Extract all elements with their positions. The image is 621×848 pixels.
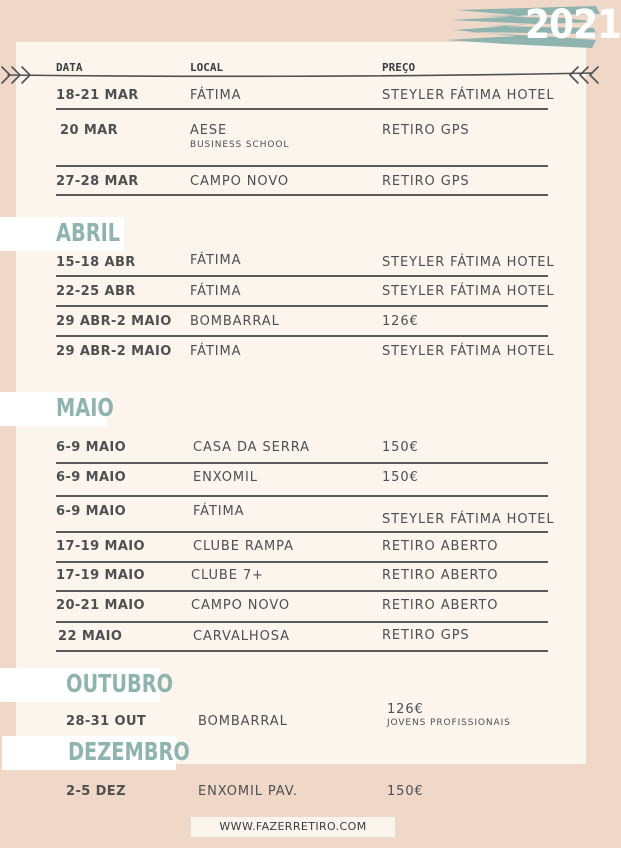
event-price: RETIRO GPS [382,123,470,138]
arrow-divider [0,64,600,86]
row-divider [56,561,548,563]
row-divider [56,305,548,307]
event-place: CLUBE RAMPA [193,539,294,554]
section-december [2,736,190,770]
event-place: FÁTIMA [190,284,242,299]
event-date: 6-9 MAIO [56,504,127,519]
event-place: CAMPO NOVO [190,174,290,189]
section-title: ABRIL [56,218,121,247]
event-price: STEYLER FÁTIMA HOTEL [382,512,555,527]
row-divider [56,462,548,464]
event-date: 15-18 ABR [56,255,136,270]
event-place: ENXOMIL [193,470,258,485]
column-header-price: PREÇO [382,61,416,74]
section-may [0,392,114,426]
event-date: 22-25 ABR [56,284,136,299]
row-divider [56,275,548,277]
event-price: RETIRO ABERTO [382,539,499,554]
event-place: AESE [190,123,228,138]
event-date: 6-9 MAIO [56,470,127,485]
row-divider [56,194,548,196]
event-place-note: BUSINESS SCHOOL [190,140,290,150]
event-price: 150€ [382,470,419,485]
row-divider [56,531,548,533]
event-date: 29 ABR-2 MAIO [56,314,172,329]
event-place: BOMBARRAL [198,714,288,729]
event-price: STEYLER FÁTIMA HOTEL [382,284,555,299]
event-date: 20-21 MAIO [56,598,145,613]
event-place: FÁTIMA [190,88,242,103]
event-price: RETIRO GPS [382,174,470,189]
section-title: DEZEMBRO [68,737,190,766]
event-place: ENXOMIL PAV. [198,784,298,799]
row-divider [56,590,548,592]
row-divider [56,335,548,337]
section-title: OUTUBRO [66,669,174,698]
event-date: 2-5 DEZ [66,784,126,799]
row-divider [56,495,548,497]
event-place: FÁTIMA [190,253,242,268]
row-divider [56,165,548,167]
event-place: CAMPO NOVO [191,598,291,613]
website-footer[interactable] [191,817,395,837]
event-place: FÁTIMA [193,504,245,519]
event-price: 150€ [387,784,424,799]
event-price: 150€ [382,440,419,455]
event-price: STEYLER FÁTIMA HOTEL [382,88,555,103]
event-date: 28-31 OUT [66,714,147,729]
event-date: 29 ABR-2 MAIO [56,344,172,359]
event-price: RETIRO GPS [382,628,470,643]
event-date: 17-19 MAIO [56,568,145,583]
event-price: 126€ [387,702,424,717]
event-place: CLUBE 7+ [191,568,264,583]
event-date: 6-9 MAIO [56,440,127,455]
column-header-place: LOCAL [190,61,224,74]
event-place: CASA DA SERRA [193,440,310,455]
row-divider [56,650,548,652]
event-place: BOMBARRAL [190,314,280,329]
section-april [0,217,124,251]
section-october [0,668,174,702]
event-price: RETIRO ABERTO [382,568,499,583]
event-price: STEYLER FÁTIMA HOTEL [382,255,555,270]
event-date: 17-19 MAIO [56,539,145,554]
event-date: 20 MAR [60,123,119,138]
event-date: 27-28 MAR [56,174,139,189]
row-divider [56,621,548,623]
event-date: 22 MAIO [58,629,123,644]
event-price: STEYLER FÁTIMA HOTEL [382,344,555,359]
event-price: 126€ [382,314,419,329]
website-link[interactable]: WWW.FAZERRETIRO.COM [219,820,367,833]
column-header-date: DATA [56,61,83,74]
event-place: FÁTIMA [190,344,242,359]
event-date: 18-21 MAR [56,88,139,103]
event-place: CARVALHOSA [193,629,290,644]
event-price-note: JOVENS PROFISSIONAIS [387,718,511,728]
row-divider [56,108,548,110]
section-title: MAIO [56,393,114,422]
year-title: 2021 [525,2,621,48]
event-price: RETIRO ABERTO [382,598,499,613]
